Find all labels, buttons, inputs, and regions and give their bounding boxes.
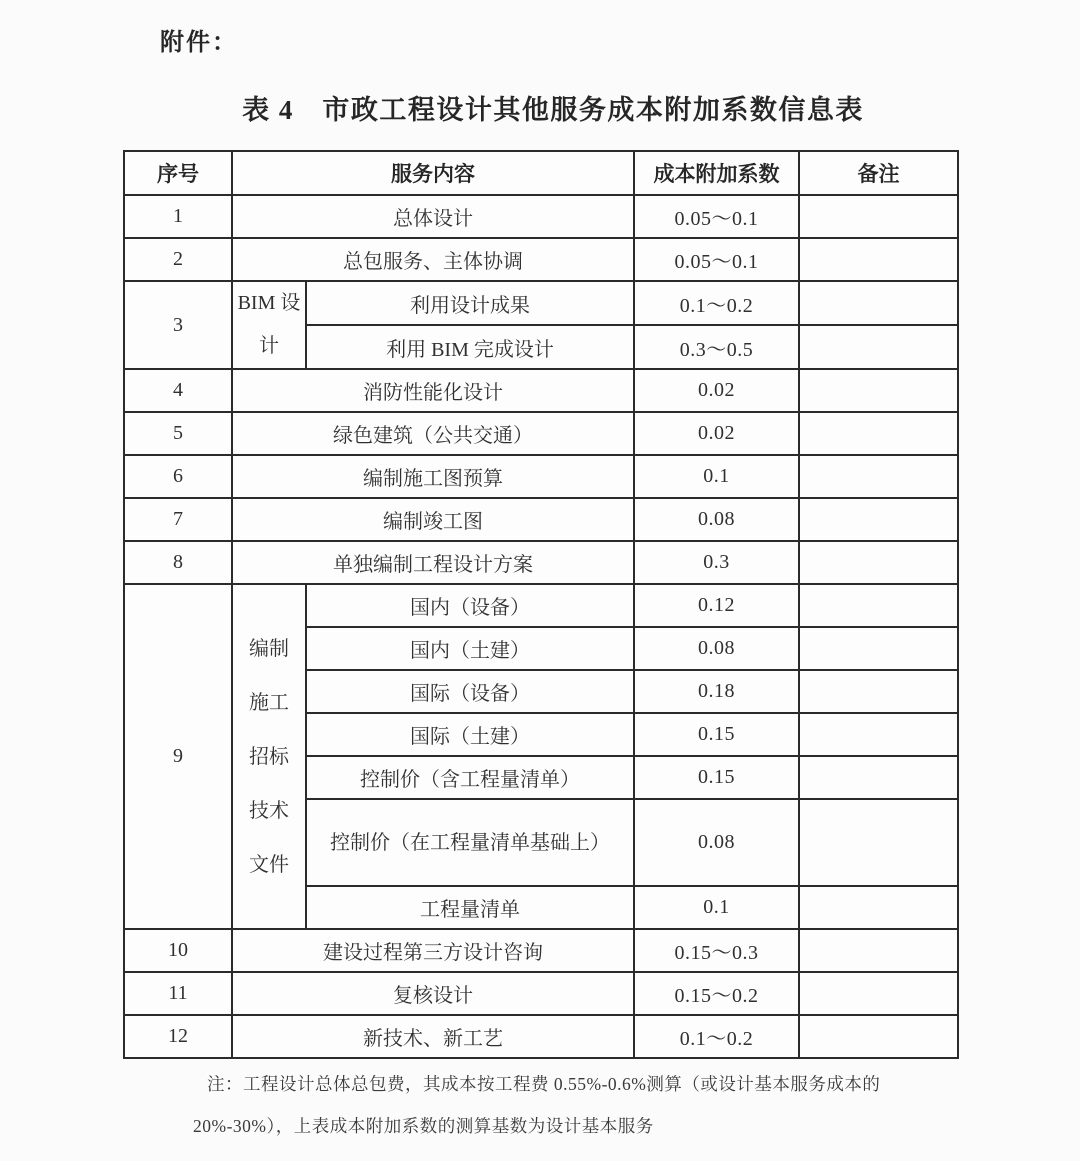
cell-service: 工程量清单	[306, 886, 634, 929]
cell-coefficient: 0.1～0.2	[634, 1015, 799, 1058]
table-row	[124, 238, 958, 281]
cell-no: 9	[124, 584, 232, 929]
cell-remark	[799, 195, 958, 238]
cell-no: 4	[124, 369, 232, 412]
table-row	[124, 195, 958, 238]
cell-coefficient: 0.08	[634, 799, 799, 886]
cell-service: 国内（土建）	[306, 627, 634, 670]
cell-service: 编制竣工图	[232, 498, 634, 541]
cell-service: 利用 BIM 完成设计	[306, 325, 634, 369]
cell-coefficient: 0.3～0.5	[634, 325, 799, 369]
cell-coefficient: 0.1	[634, 886, 799, 929]
cell-coefficient: 0.15～0.3	[634, 929, 799, 972]
cell-service: 编制施工图预算	[232, 455, 634, 498]
cell-remark	[799, 799, 958, 886]
cell-coefficient: 0.05～0.1	[634, 195, 799, 238]
cell-coefficient: 0.08	[634, 498, 799, 541]
cell-remark	[799, 412, 958, 455]
header-coefficient: 成本附加系数	[634, 151, 799, 195]
table-row	[124, 369, 958, 412]
table-row	[124, 498, 958, 541]
table-row	[124, 584, 958, 627]
cell-remark	[799, 1015, 958, 1058]
table-note	[193, 1063, 963, 1147]
cell-no: 11	[124, 972, 232, 1015]
cell-service: 单独编制工程设计方案	[232, 541, 634, 584]
cell-service: 总包服务、主体协调	[232, 238, 634, 281]
cell-remark	[799, 756, 958, 799]
cell-no: 7	[124, 498, 232, 541]
cell-remark	[799, 584, 958, 627]
cell-no: 2	[124, 238, 232, 281]
cell-remark	[799, 325, 958, 369]
cell-service: 利用设计成果	[306, 281, 634, 325]
cell-service: 建设过程第三方设计咨询	[232, 929, 634, 972]
cell-remark	[799, 541, 958, 584]
cell-remark	[799, 972, 958, 1015]
cell-remark	[799, 670, 958, 713]
cell-remark	[799, 498, 958, 541]
cell-remark	[799, 929, 958, 972]
group-label: 编制施工招标技术文件	[249, 637, 289, 876]
table-row	[124, 929, 958, 972]
cell-remark	[799, 369, 958, 412]
coefficient-table	[123, 150, 959, 1059]
table-row	[124, 1015, 958, 1058]
cell-coefficient: 0.15～0.2	[634, 972, 799, 1015]
cell-remark	[799, 627, 958, 670]
cell-no: 1	[124, 195, 232, 238]
cell-coefficient: 0.15	[634, 756, 799, 799]
cell-no: 5	[124, 412, 232, 455]
cell-service: 消防性能化设计	[232, 369, 634, 412]
cell-remark	[799, 713, 958, 756]
cell-coefficient: 0.02	[634, 369, 799, 412]
cell-coefficient: 0.1	[634, 455, 799, 498]
cell-no: 6	[124, 455, 232, 498]
cell-service: 国际（设备）	[306, 670, 634, 713]
table-header-row	[124, 151, 958, 195]
cell-remark	[799, 281, 958, 325]
cell-service-group-bidding	[232, 584, 306, 929]
cell-remark	[799, 886, 958, 929]
cell-service: 国内（设备）	[306, 584, 634, 627]
table-row	[124, 972, 958, 1015]
cell-coefficient: 0.12	[634, 584, 799, 627]
cell-remark	[799, 455, 958, 498]
cell-service: 总体设计	[232, 195, 634, 238]
cell-no: 12	[124, 1015, 232, 1058]
note-line-2: 20%-30%），上表成本附加系数的测算基数为设计基本服务	[193, 1116, 654, 1136]
table-row	[124, 412, 958, 455]
cell-coefficient: 0.05～0.1	[634, 238, 799, 281]
cell-no: 10	[124, 929, 232, 972]
table-row	[124, 281, 958, 325]
cell-remark	[799, 238, 958, 281]
cell-service: 控制价（含工程量清单）	[306, 756, 634, 799]
header-service: 服务内容	[232, 151, 634, 195]
cell-coefficient: 0.15	[634, 713, 799, 756]
cell-coefficient: 0.1～0.2	[634, 281, 799, 325]
attachment-label: 附件：	[160, 30, 238, 56]
note-line-1: 注：工程设计总体总包费，其成本按工程费 0.55%-0.6%测算（或设计基本服务成本的	[207, 1074, 881, 1094]
cell-no: 8	[124, 541, 232, 584]
cell-coefficient: 0.3	[634, 541, 799, 584]
header-no: 序号	[124, 151, 232, 195]
cell-service-group-bim: BIM 设计	[232, 281, 306, 369]
cell-coefficient: 0.02	[634, 412, 799, 455]
cell-service: 新技术、新工艺	[232, 1015, 634, 1058]
cell-service: 绿色建筑（公共交通）	[232, 412, 634, 455]
cell-service: 控制价（在工程量清单基础上）	[306, 799, 634, 886]
header-remark: 备注	[799, 151, 958, 195]
cell-coefficient: 0.18	[634, 670, 799, 713]
table-row	[124, 455, 958, 498]
cell-coefficient: 0.08	[634, 627, 799, 670]
table-title: 表 4 市政工程设计其他服务成本附加系数信息表	[242, 95, 864, 125]
cell-no: 3	[124, 281, 232, 369]
cell-service: 国际（土建）	[306, 713, 634, 756]
cell-service: 复核设计	[232, 972, 634, 1015]
table-row	[124, 541, 958, 584]
